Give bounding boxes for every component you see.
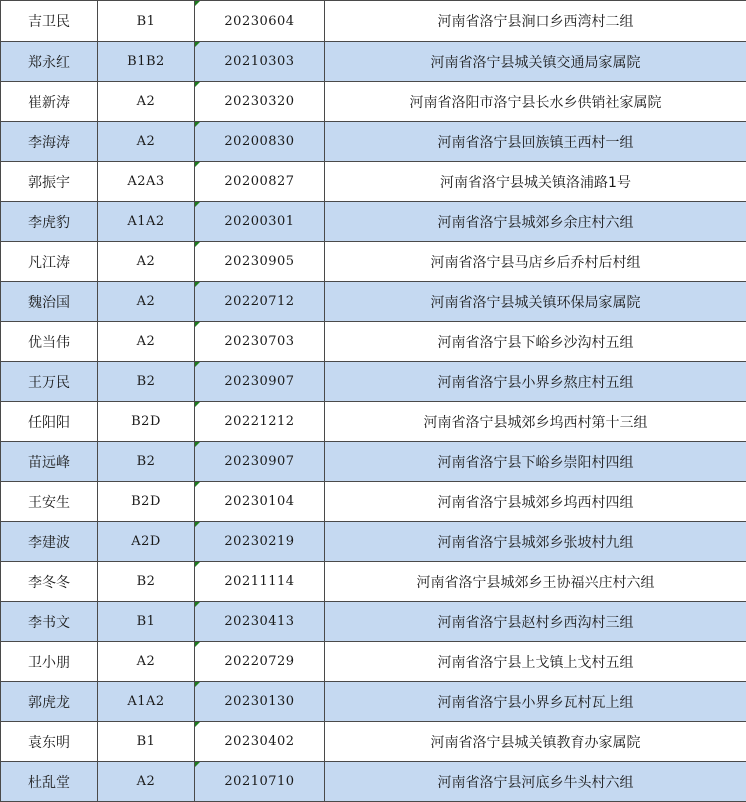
date-cell[interactable] [195, 602, 325, 642]
address-cell-text: 河南省洛宁县城郊乡坞西村第十三组 [424, 415, 648, 431]
name-cell[interactable] [1, 82, 98, 122]
name-cell[interactable] [1, 162, 98, 202]
date-cell[interactable] [195, 1, 325, 42]
address-cell[interactable] [325, 682, 746, 722]
cell-comment-marker-icon [195, 482, 200, 487]
table-row [1, 442, 746, 482]
cell-comment-marker-icon [195, 202, 200, 207]
cell-comment-marker-icon [195, 122, 200, 127]
date-cell[interactable] [195, 442, 325, 482]
license-class-cell-text: A2 [137, 294, 156, 309]
date-cell[interactable] [195, 562, 325, 602]
license-class-cell-text: A1A2 [127, 214, 164, 229]
name-cell[interactable] [1, 762, 98, 802]
cell-comment-marker-icon [195, 82, 200, 87]
name-cell[interactable] [1, 482, 98, 522]
license-class-cell[interactable] [98, 42, 195, 82]
address-cell-text: 河南省洛宁县上戈镇上戈村五组 [438, 655, 634, 671]
name-cell-text: 李书文 [28, 615, 70, 631]
license-class-cell-text: A2 [137, 134, 156, 149]
date-cell[interactable] [195, 402, 325, 442]
address-cell[interactable] [325, 482, 746, 522]
cell-comment-marker-icon [195, 562, 200, 567]
name-cell[interactable] [1, 322, 98, 362]
date-cell[interactable] [195, 682, 325, 722]
address-cell-text: 河南省洛宁县城关镇环保局家属院 [431, 295, 641, 311]
name-cell[interactable] [1, 122, 98, 162]
date-cell[interactable] [195, 522, 325, 562]
license-class-cell[interactable] [98, 282, 195, 322]
table-row [1, 122, 746, 162]
license-class-cell-text: B2D [131, 494, 161, 509]
license-class-cell[interactable] [98, 122, 195, 162]
date-cell[interactable] [195, 42, 325, 82]
license-class-cell-text: A2 [137, 654, 156, 669]
name-cell[interactable] [1, 362, 98, 402]
license-class-cell[interactable] [98, 762, 195, 802]
name-cell-text: 李冬冬 [28, 575, 70, 591]
license-class-cell[interactable] [98, 522, 195, 562]
name-cell-text: 李海涛 [28, 135, 70, 151]
table-row [1, 322, 746, 362]
license-class-cell-text: A2D [131, 534, 161, 549]
table-row [1, 522, 746, 562]
address-cell-text: 河南省洛宁县城郊乡张坡村九组 [438, 535, 634, 551]
address-cell[interactable] [325, 522, 746, 562]
license-class-cell[interactable] [98, 602, 195, 642]
license-class-cell[interactable] [98, 562, 195, 602]
name-cell-text: 郭虎龙 [28, 695, 70, 711]
table-row [1, 682, 746, 722]
table-row [1, 642, 746, 682]
address-cell-text: 河南省洛宁县城郊乡坞西村四组 [438, 495, 634, 511]
name-cell[interactable] [1, 682, 98, 722]
license-class-cell-text: B2D [131, 414, 161, 429]
date-cell-text: 20200301 [224, 214, 294, 229]
cell-comment-marker-icon [195, 42, 200, 47]
name-cell-text: 凡江涛 [28, 255, 70, 271]
name-cell-text: 崔新涛 [28, 95, 70, 111]
cell-comment-marker-icon [195, 242, 200, 247]
license-class-cell[interactable] [98, 402, 195, 442]
license-class-cell-text: B1 [137, 14, 156, 29]
license-class-cell[interactable] [98, 202, 195, 242]
date-cell-text: 20230130 [224, 694, 294, 709]
license-class-cell[interactable] [98, 482, 195, 522]
cell-comment-marker-icon [195, 402, 200, 407]
address-cell-text: 河南省洛宁县下峪乡沙沟村五组 [438, 335, 634, 351]
name-cell-text: 郑永红 [28, 55, 70, 71]
license-class-cell[interactable] [98, 362, 195, 402]
date-cell-text: 20230907 [224, 374, 294, 389]
name-cell[interactable] [1, 442, 98, 482]
table-row [1, 762, 746, 802]
cell-comment-marker-icon [195, 602, 200, 607]
name-cell[interactable] [1, 402, 98, 442]
cell-comment-marker-icon [195, 722, 200, 727]
name-cell[interactable] [1, 602, 98, 642]
date-cell[interactable] [195, 642, 325, 682]
license-class-cell-text: B2 [137, 374, 156, 389]
date-cell-text: 20200827 [224, 174, 294, 189]
cell-comment-marker-icon [195, 322, 200, 327]
address-cell-text: 河南省洛阳市洛宁县长水乡供销社家属院 [410, 95, 662, 111]
table-body [1, 1, 746, 802]
date-cell-text: 20200830 [224, 134, 294, 149]
address-cell[interactable] [325, 402, 746, 442]
date-cell[interactable] [195, 322, 325, 362]
cell-comment-marker-icon [195, 442, 200, 447]
name-cell[interactable] [1, 1, 98, 42]
name-cell-text: 李建波 [28, 535, 70, 551]
date-cell-text: 20220712 [224, 294, 294, 309]
cell-comment-marker-icon [195, 522, 200, 527]
date-cell[interactable] [195, 82, 325, 122]
address-cell[interactable] [325, 362, 746, 402]
address-cell-text: 河南省洛宁县回族镇王西村一组 [438, 135, 634, 151]
date-cell-text: 20230907 [224, 454, 294, 469]
address-cell-text: 河南省洛宁县马店乡后乔村后村组 [431, 255, 641, 271]
table-row [1, 722, 746, 762]
table-row [1, 362, 746, 402]
name-cell-text: 苗远峰 [28, 455, 70, 471]
date-cell[interactable] [195, 162, 325, 202]
table-row [1, 202, 746, 242]
license-class-cell[interactable] [98, 722, 195, 762]
cell-comment-marker-icon [195, 642, 200, 647]
license-class-cell-text: B1 [137, 734, 156, 749]
table-row [1, 242, 746, 282]
cell-comment-marker-icon [195, 362, 200, 367]
address-cell[interactable] [325, 602, 746, 642]
license-class-cell-text: A2 [137, 254, 156, 269]
name-cell-text: 王万民 [28, 375, 70, 391]
address-cell-text: 河南省洛宁县小界乡瓦村瓦上组 [438, 695, 634, 711]
cell-comment-marker-icon [195, 1, 200, 6]
table-row [1, 162, 746, 202]
license-class-cell[interactable] [98, 442, 195, 482]
address-cell[interactable] [325, 42, 746, 82]
date-cell-text: 20230703 [224, 334, 294, 349]
cell-comment-marker-icon [195, 762, 200, 767]
name-cell-text: 王安生 [28, 495, 70, 511]
address-cell[interactable] [325, 322, 746, 362]
date-cell-text: 20230104 [224, 494, 294, 509]
cell-comment-marker-icon [195, 282, 200, 287]
date-cell-text: 20230402 [224, 734, 294, 749]
table-row [1, 402, 746, 442]
date-cell-text: 20230905 [224, 254, 294, 269]
date-cell-text: 20230320 [224, 94, 294, 109]
address-cell-text: 河南省洛宁县赵村乡西沟村三组 [438, 615, 634, 631]
address-cell-text: 河南省洛宁县城关镇洛浦路1号 [440, 175, 631, 191]
table-row [1, 482, 746, 522]
address-cell[interactable] [325, 642, 746, 682]
name-cell[interactable] [1, 42, 98, 82]
name-cell-text: 李虎豹 [28, 215, 70, 231]
license-class-cell[interactable] [98, 162, 195, 202]
address-cell-text: 河南省洛宁县河底乡牛头村六组 [438, 775, 634, 791]
date-cell-text: 20210303 [224, 54, 294, 69]
name-cell[interactable] [1, 522, 98, 562]
license-class-cell[interactable] [98, 642, 195, 682]
address-cell[interactable] [325, 82, 746, 122]
date-cell[interactable] [195, 242, 325, 282]
address-cell[interactable] [325, 202, 746, 242]
table-row [1, 1, 746, 42]
cell-comment-marker-icon [195, 682, 200, 687]
date-cell-text: 20221212 [224, 414, 294, 429]
address-cell[interactable] [325, 282, 746, 322]
license-class-cell-text: B2 [137, 454, 156, 469]
license-class-cell[interactable] [98, 82, 195, 122]
address-cell-text: 河南省洛宁县下峪乡崇阳村四组 [438, 455, 634, 471]
table-row [1, 282, 746, 322]
address-cell[interactable] [325, 162, 746, 202]
address-cell[interactable] [325, 562, 746, 602]
cell-comment-marker-icon [195, 162, 200, 167]
date-cell[interactable] [195, 482, 325, 522]
license-class-cell-text: A2 [137, 774, 156, 789]
table-row [1, 602, 746, 642]
date-cell-text: 20210710 [224, 774, 294, 789]
license-class-cell-text: B1B2 [127, 54, 165, 69]
date-cell-text: 20230604 [224, 14, 294, 29]
license-class-cell-text: A1A2 [127, 694, 164, 709]
table-row [1, 42, 746, 82]
address-cell[interactable] [325, 442, 746, 482]
name-cell-text: 杜乱堂 [28, 775, 70, 791]
date-cell-text: 20230219 [224, 534, 294, 549]
name-cell-text: 任阳阳 [28, 415, 70, 431]
address-cell-text: 河南省洛宁县城郊乡王协福兴庄村六组 [417, 575, 655, 591]
license-class-cell[interactable] [98, 322, 195, 362]
date-cell-text: 20230413 [224, 614, 294, 629]
license-class-cell[interactable] [98, 682, 195, 722]
address-cell[interactable] [325, 1, 746, 42]
name-cell[interactable] [1, 562, 98, 602]
date-cell[interactable] [195, 122, 325, 162]
name-cell[interactable] [1, 642, 98, 682]
name-cell[interactable] [1, 722, 98, 762]
date-cell[interactable] [195, 282, 325, 322]
license-class-cell-text: A2 [137, 334, 156, 349]
license-class-cell-text: A2 [137, 94, 156, 109]
license-class-cell[interactable] [98, 1, 195, 42]
date-cell[interactable] [195, 762, 325, 802]
name-cell[interactable] [1, 242, 98, 282]
address-cell[interactable] [325, 242, 746, 282]
name-cell-text: 袁东明 [28, 735, 70, 751]
license-class-cell-text: B1 [137, 614, 156, 629]
table-row [1, 562, 746, 602]
address-cell-text: 河南省洛宁县城关镇教育办家属院 [431, 735, 641, 751]
address-cell[interactable] [325, 722, 746, 762]
address-cell[interactable] [325, 762, 746, 802]
date-cell[interactable] [195, 202, 325, 242]
date-cell[interactable] [195, 362, 325, 402]
name-cell-text: 卫小朋 [28, 655, 70, 671]
license-class-cell-text: B2 [137, 574, 156, 589]
address-cell-text: 河南省洛宁县城关镇交通局家属院 [431, 55, 641, 71]
name-cell-text: 优当伟 [28, 335, 70, 351]
name-cell-text: 魏治国 [28, 295, 70, 311]
date-cell-text: 20220729 [224, 654, 294, 669]
date-cell[interactable] [195, 722, 325, 762]
address-cell[interactable] [325, 122, 746, 162]
name-cell-text: 吉卫民 [28, 14, 70, 30]
date-cell-text: 20211114 [224, 574, 294, 589]
address-cell-text: 河南省洛宁县涧口乡西湾村二组 [438, 14, 634, 30]
name-cell-text: 郭振宇 [28, 175, 70, 191]
address-cell-text: 河南省洛宁县城郊乡余庄村六组 [438, 215, 634, 231]
license-class-cell-text: A2A3 [127, 174, 164, 189]
license-class-cell[interactable] [98, 242, 195, 282]
name-cell[interactable] [1, 202, 98, 242]
table-row [1, 82, 746, 122]
name-cell[interactable] [1, 282, 98, 322]
address-cell-text: 河南省洛宁县小界乡熬庄村五组 [438, 375, 634, 391]
